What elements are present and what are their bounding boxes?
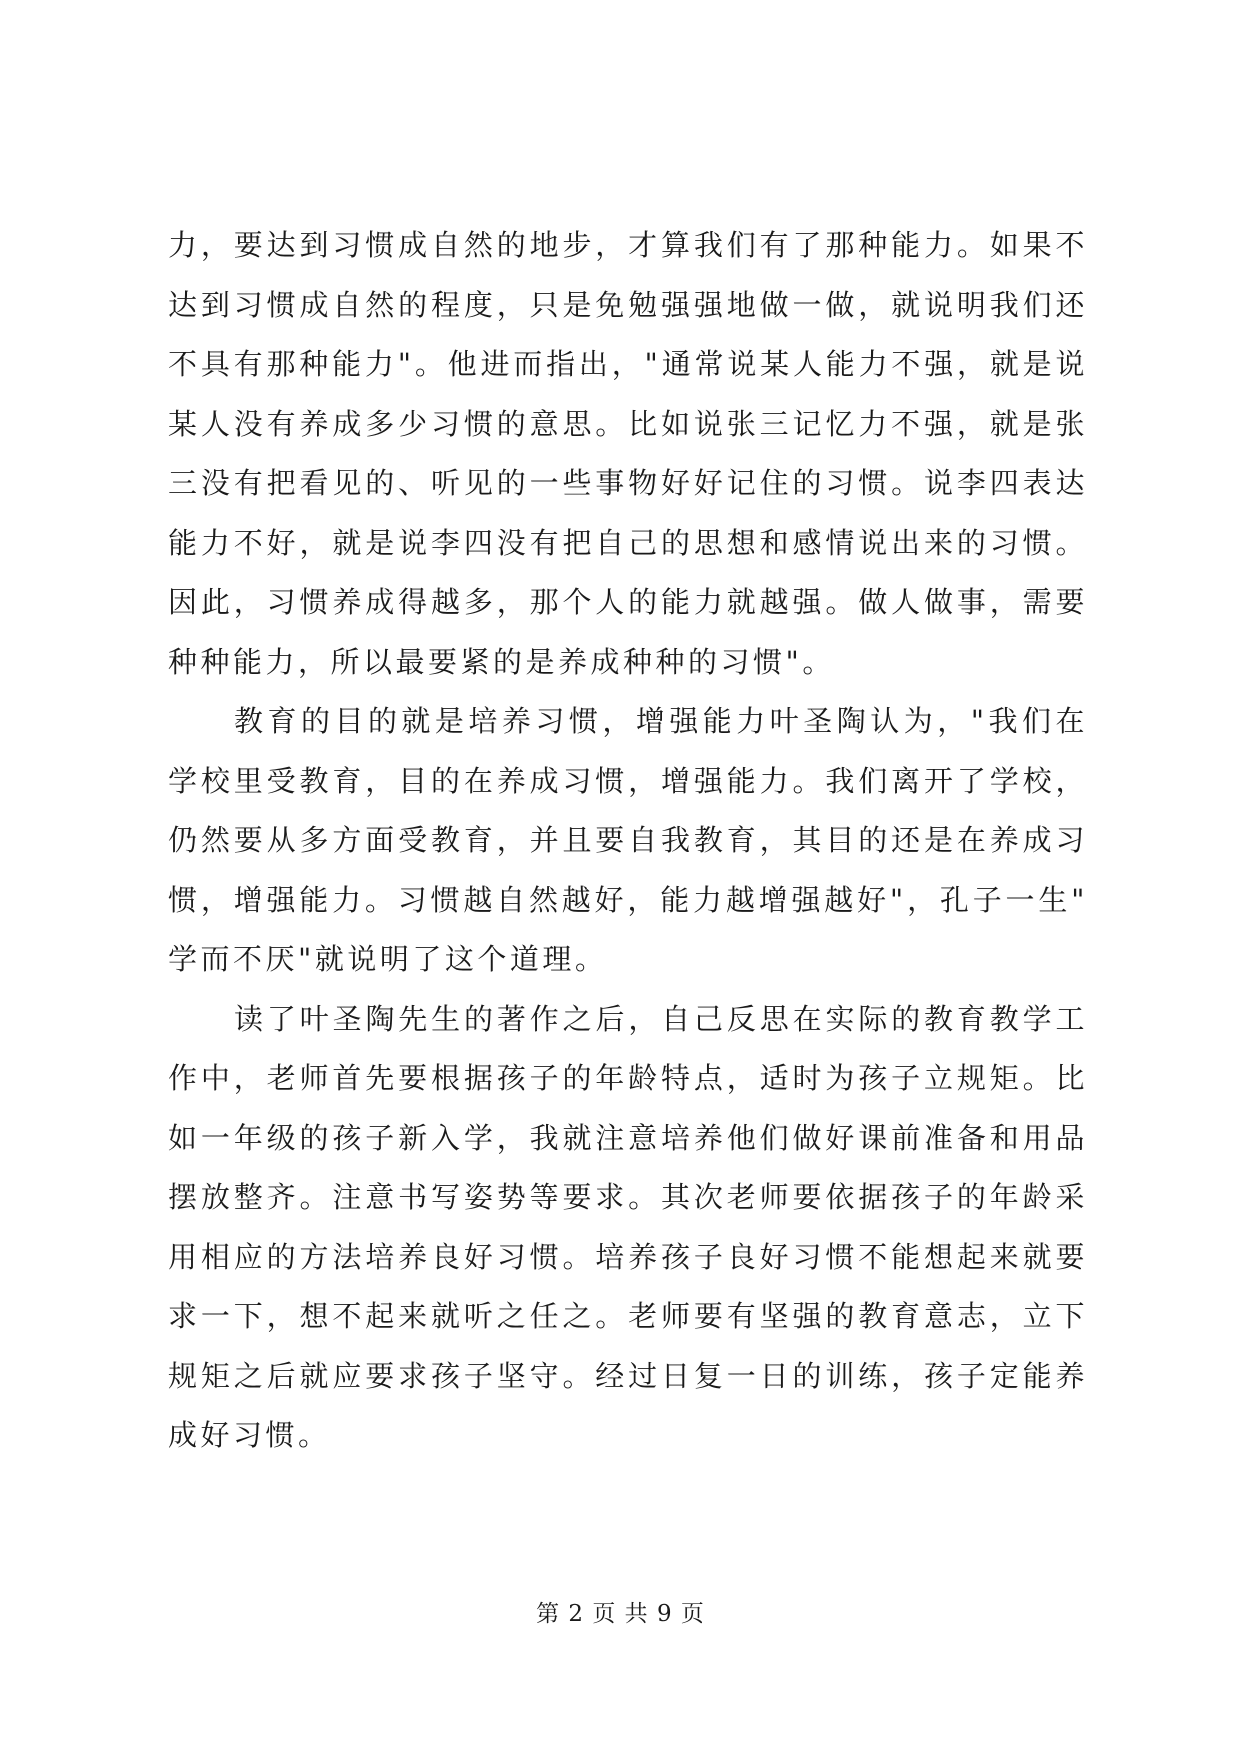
text-line: 能力不好，就是说李四没有把自己的思想和感情说出来的习惯。 [168,525,1088,560]
text-line: 种种能力，所以最要紧的是养成种种的习惯"。 [168,644,835,679]
text-line: 用相应的方法培养良好习惯。培养孩子良好习惯不能想起来就要 [168,1239,1088,1274]
text-line: 如一年级的孩子新入学，我就注意培养他们做好课前准备和用品 [168,1120,1088,1155]
text-line: 学校里受教育，目的在养成习惯，增强能力。我们离开了学校， [168,763,1088,798]
paragraph [168,999,1088,1475]
text-line: 力，要达到习惯成自然的地步，才算我们有了那种能力。如果不 [168,228,1088,262]
text-line: 因此，习惯养成得越多，那个人的能力就越强。做人做事，需要 [168,585,1088,619]
text-line: 不具有那种能力"。他进而指出，"通常说某人能力不强，就是说 [168,347,1088,381]
text-line: 仍然要从多方面受教育，并且要自我教育，其目的还是在养成习 [168,823,1088,857]
text-line: 教育的目的就是培养习惯，增强能力叶圣陶认为，"我们在 [234,704,1088,738]
page-footer: 第 2 页 共 9 页 [536,1601,705,1627]
text-line: 学而不厌"就说明了这个道理。 [168,942,608,976]
paragraph [168,225,1088,701]
document-body [168,225,1088,1475]
text-line: 三没有把看见的、听见的一些事物好好记住的习惯。说李四表达 [168,466,1088,500]
text-line: 求一下，想不起来就听之任之。老师要有坚强的教育意志，立下 [168,1299,1088,1333]
text-line: 作中，老师首先要根据孩子的年龄特点，适时为孩子立规矩。比 [168,1061,1088,1095]
text-line: 读了叶圣陶先生的著作之后，自己反思在实际的教育教学工 [234,1001,1088,1036]
text-line: 成好习惯。 [168,1418,331,1452]
text-line: 某人没有养成多少习惯的意思。比如说张三记忆力不强，就是张 [168,406,1088,441]
text-line: 规矩之后就应要求孩子坚守。经过日复一日的训练，孩子定能养 [168,1358,1088,1393]
text-line: 惯，增强能力。习惯越自然越好，能力越增强越好"，孔子一生" [168,882,1088,917]
text-line: 摆放整齐。注意书写姿势等要求。其次老师要依据孩子的年龄采 [168,1180,1088,1214]
paragraph [168,701,1088,999]
text-line: 达到习惯成自然的程度，只是免勉强强地做一做，就说明我们还 [168,287,1088,322]
